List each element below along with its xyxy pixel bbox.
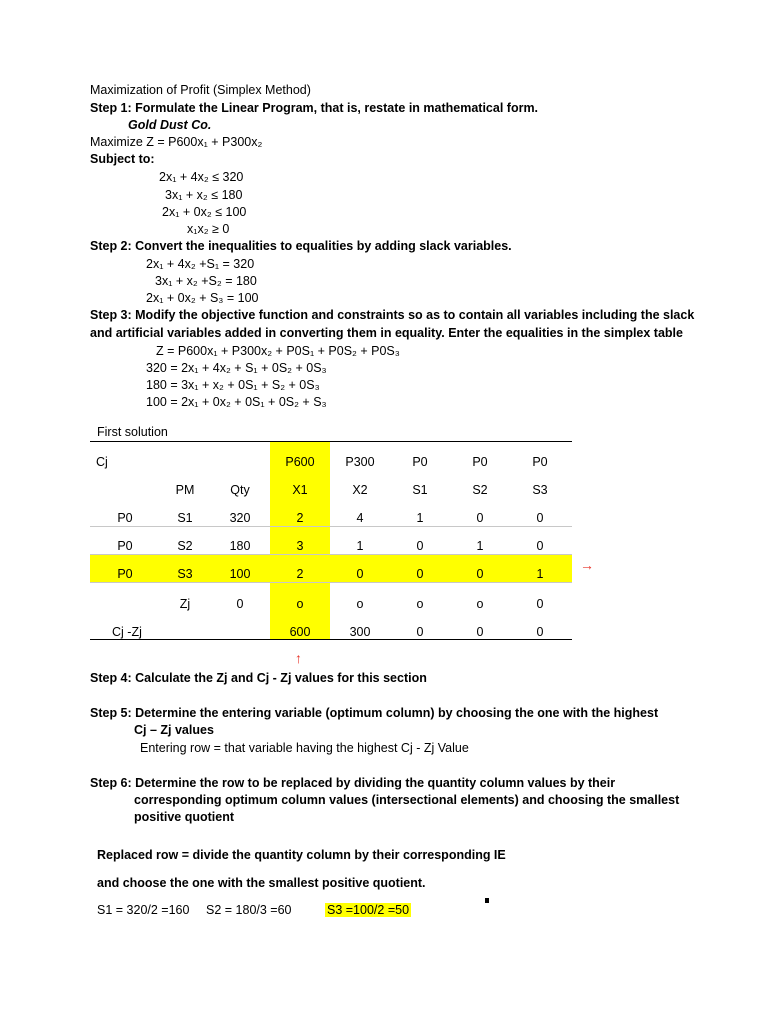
step6-line3: positive quotient bbox=[134, 810, 234, 824]
company-name: Gold Dust Co. bbox=[128, 118, 212, 132]
cjzj-value: 0 bbox=[476, 625, 484, 639]
table-cell: S2 bbox=[177, 539, 193, 553]
quotient-s3-highlighted bbox=[325, 902, 411, 918]
table-cell: 1 bbox=[476, 539, 484, 553]
zj-value: o bbox=[416, 597, 424, 611]
table-cell: 0 bbox=[476, 511, 484, 525]
cjzj-value: 300 bbox=[349, 625, 371, 639]
zj-value: o bbox=[356, 597, 364, 611]
step2-heading: Step 2: Convert the inequalities to equalities by adding slack variables. bbox=[90, 239, 512, 253]
replaced-row-line1: Replaced row = divide the quantity column by their corresponding IE bbox=[97, 848, 506, 862]
header-cell: X1 bbox=[292, 483, 308, 497]
replaced-row-line2: and choose the one with the smallest positive quotient. bbox=[97, 876, 426, 890]
table-cell: P0 bbox=[117, 567, 133, 581]
zj-value: 0 bbox=[536, 597, 544, 611]
row-divider bbox=[90, 526, 572, 527]
table-cell: 4 bbox=[356, 511, 364, 525]
step5-line3: Entering row = that variable having the highest Cj - Zj Value bbox=[140, 741, 469, 755]
cj-value: P0 bbox=[412, 455, 428, 469]
zj-value: o bbox=[296, 597, 304, 611]
header-cell: PM bbox=[175, 483, 195, 497]
table-cell: 320 bbox=[229, 511, 251, 525]
table-cell: 2 bbox=[296, 567, 304, 581]
zj-label: Zj bbox=[179, 597, 191, 611]
constraint-nonneg: x₁x₂ ≥ 0 bbox=[187, 222, 230, 236]
header-cell: Qty bbox=[230, 483, 250, 497]
constraint-1: 2x₁ + 4x₂ ≤ 320 bbox=[159, 170, 244, 184]
subject-to-label: Subject to: bbox=[90, 152, 155, 166]
modified-objective: Z = P600x₁ + P300x₂ + P0S₁ + P0S₂ + P0S₃ bbox=[156, 344, 400, 358]
step5-heading: Step 5: Determine the entering variable (optimum column) by choosing the one with the highest bbox=[90, 706, 659, 720]
quotient-s2: S2 = 180/3 =60 bbox=[206, 903, 292, 917]
table-cell: S1 bbox=[177, 511, 193, 525]
document-title: Maximization of Profit (Simplex Method) bbox=[90, 83, 311, 97]
table-cell: 0 bbox=[356, 567, 364, 581]
step5-line2: Cj – Zj values bbox=[134, 723, 214, 737]
pivot-column-arrow-icon: ↑ bbox=[295, 650, 302, 666]
zj-value: 0 bbox=[236, 597, 244, 611]
simplex-table bbox=[90, 420, 594, 666]
table-cell: 100 bbox=[229, 567, 251, 581]
table-cell: 0 bbox=[416, 539, 424, 553]
step3-heading-line1: Step 3: Modify the objective function and constraints so as to contain all variables including the slack bbox=[90, 308, 695, 322]
table-cell: P0 bbox=[117, 511, 133, 525]
cj-value: P300 bbox=[345, 455, 375, 469]
cjzj-label: Cj -Zj bbox=[112, 625, 142, 639]
modified-equation-1: 320 = 2x₁ + 4x₂ + S₁ + 0S₂ + 0S₃ bbox=[146, 361, 327, 375]
constraint-3: 2x₁ + 0x₂ ≤ 100 bbox=[162, 205, 247, 219]
step6-line2: corresponding optimum column values (intersectional elements) and choosing the smallest bbox=[134, 793, 680, 807]
table-cell: 180 bbox=[229, 539, 251, 553]
cjzj-value: 0 bbox=[416, 625, 424, 639]
quotient-s1: S1 = 320/2 =160 bbox=[97, 903, 190, 917]
slack-equation-3: 2x₁ + 0x₂ + S₃ = 100 bbox=[146, 291, 259, 305]
table-cell: 0 bbox=[476, 567, 484, 581]
table-cell: 3 bbox=[296, 539, 304, 553]
quotient-s3-text: S3 =100/2 =50 bbox=[327, 903, 410, 917]
table-caption: First solution bbox=[97, 425, 168, 439]
table-cell: 2 bbox=[296, 511, 304, 525]
constraint-2: 3x₁ + x₂ ≤ 180 bbox=[165, 188, 243, 202]
step4-heading: Step 4: Calculate the Zj and Cj - Zj values for this section bbox=[90, 671, 427, 685]
table-cell: 0 bbox=[536, 511, 544, 525]
cj-value: P600 bbox=[285, 455, 315, 469]
modified-equation-3: 100 = 2x₁ + 0x₂ + 0S₁ + 0S₂ + S₃ bbox=[146, 395, 327, 409]
table-cell: 1 bbox=[536, 567, 544, 581]
modified-equation-2: 180 = 3x₁ + x₂ + 0S₁ + S₂ + 0S₃ bbox=[146, 378, 320, 392]
step1-heading: Step 1: Formulate the Linear Program, that is, restate in mathematical form. bbox=[90, 101, 539, 115]
cjzj-value: 0 bbox=[536, 625, 544, 639]
row-divider bbox=[90, 554, 572, 555]
table-top-rule bbox=[90, 441, 572, 442]
table-cell: 1 bbox=[356, 539, 364, 553]
header-cell: X2 bbox=[352, 483, 368, 497]
stray-mark bbox=[485, 898, 489, 903]
cj-value: P0 bbox=[532, 455, 548, 469]
table-cell: 0 bbox=[536, 539, 544, 553]
step3-heading-line2: and artificial variables added in converting them in equality. Enter the equalities in the simplex table bbox=[90, 326, 683, 340]
table-cell: 1 bbox=[416, 511, 424, 525]
zj-value: o bbox=[476, 597, 484, 611]
objective-function: Maximize Z = P600x₁ + P300x₂ bbox=[90, 135, 263, 149]
slack-equation-1: 2x₁ + 4x₂ +S₁ = 320 bbox=[146, 257, 255, 271]
table-cell: S3 bbox=[177, 567, 193, 581]
header-cell: S1 bbox=[412, 483, 428, 497]
row-divider bbox=[90, 582, 572, 583]
cj-label: Cj bbox=[96, 455, 108, 469]
table-cell: P0 bbox=[117, 539, 133, 553]
cjzj-value: 600 bbox=[289, 625, 311, 639]
step6-heading: Step 6: Determine the row to be replaced by dividing the quantity column values by their bbox=[90, 776, 616, 790]
table-cell: 0 bbox=[416, 567, 424, 581]
cj-value: P0 bbox=[472, 455, 488, 469]
header-cell: S3 bbox=[532, 483, 548, 497]
pivot-row-arrow-icon: → bbox=[580, 557, 594, 573]
header-cell: S2 bbox=[472, 483, 488, 497]
slack-equation-2: 3x₁ + x₂ +S₂ = 180 bbox=[155, 274, 257, 288]
